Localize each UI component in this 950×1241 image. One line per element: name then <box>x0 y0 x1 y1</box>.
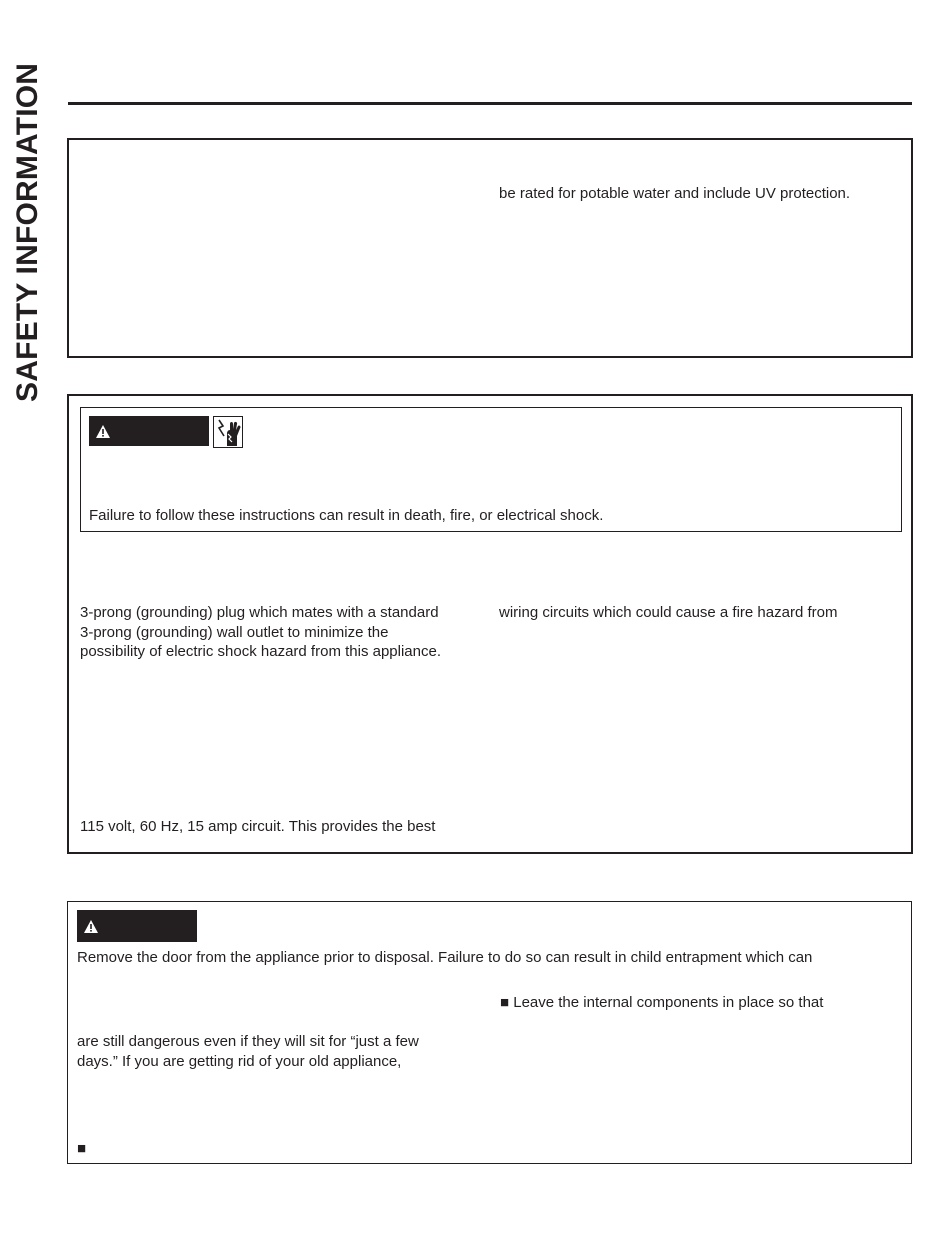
sidebar-title <box>8 40 48 402</box>
circuit-spec-text: 115 volt, 60 Hz, 15 amp circuit. This provides the best <box>80 818 436 835</box>
electric-shock-hand-icon <box>213 416 243 453</box>
grounding-line-3: possibility of electric shock hazard from this appliance. <box>80 643 441 660</box>
leave-components-bullet: ■ Leave the internal components in place so that <box>500 994 824 1011</box>
header-rule <box>68 102 912 105</box>
warning-triangle-icon <box>84 920 98 933</box>
electrical-warning-box <box>80 407 902 532</box>
failure-warning-text: Failure to follow these instructions can result in death, fire, or electrical shock. <box>89 507 604 524</box>
water-section-box <box>67 138 913 358</box>
grounding-line-2: 3-prong (grounding) wall outlet to minimize the <box>80 624 389 641</box>
water-uv-text: be rated for potable water and include UV protection. <box>499 185 851 202</box>
disposal-section-box <box>67 901 912 1164</box>
bottom-bullet: ■ <box>77 1140 87 1157</box>
sidebar-title-text: SAFETY INFORMATION <box>11 62 44 402</box>
dangerous-line-1: are still dangerous even if they will sit for “just a few <box>77 1033 419 1050</box>
wiring-circuits-text: wiring circuits which could cause a fire hazard from <box>499 604 838 621</box>
warning-triangle-icon <box>96 425 110 438</box>
warning-label <box>77 910 197 942</box>
dangerous-line-2: days.” If you are getting rid of your old appliance, <box>77 1053 402 1070</box>
electrical-section-box <box>67 394 913 854</box>
warning-label <box>89 416 209 446</box>
grounding-line-1: 3-prong (grounding) plug which mates with a standard <box>80 604 439 621</box>
remove-door-text: Remove the door from the appliance prior to disposal. Failure to do so can result in child entrapment which can <box>77 949 813 966</box>
